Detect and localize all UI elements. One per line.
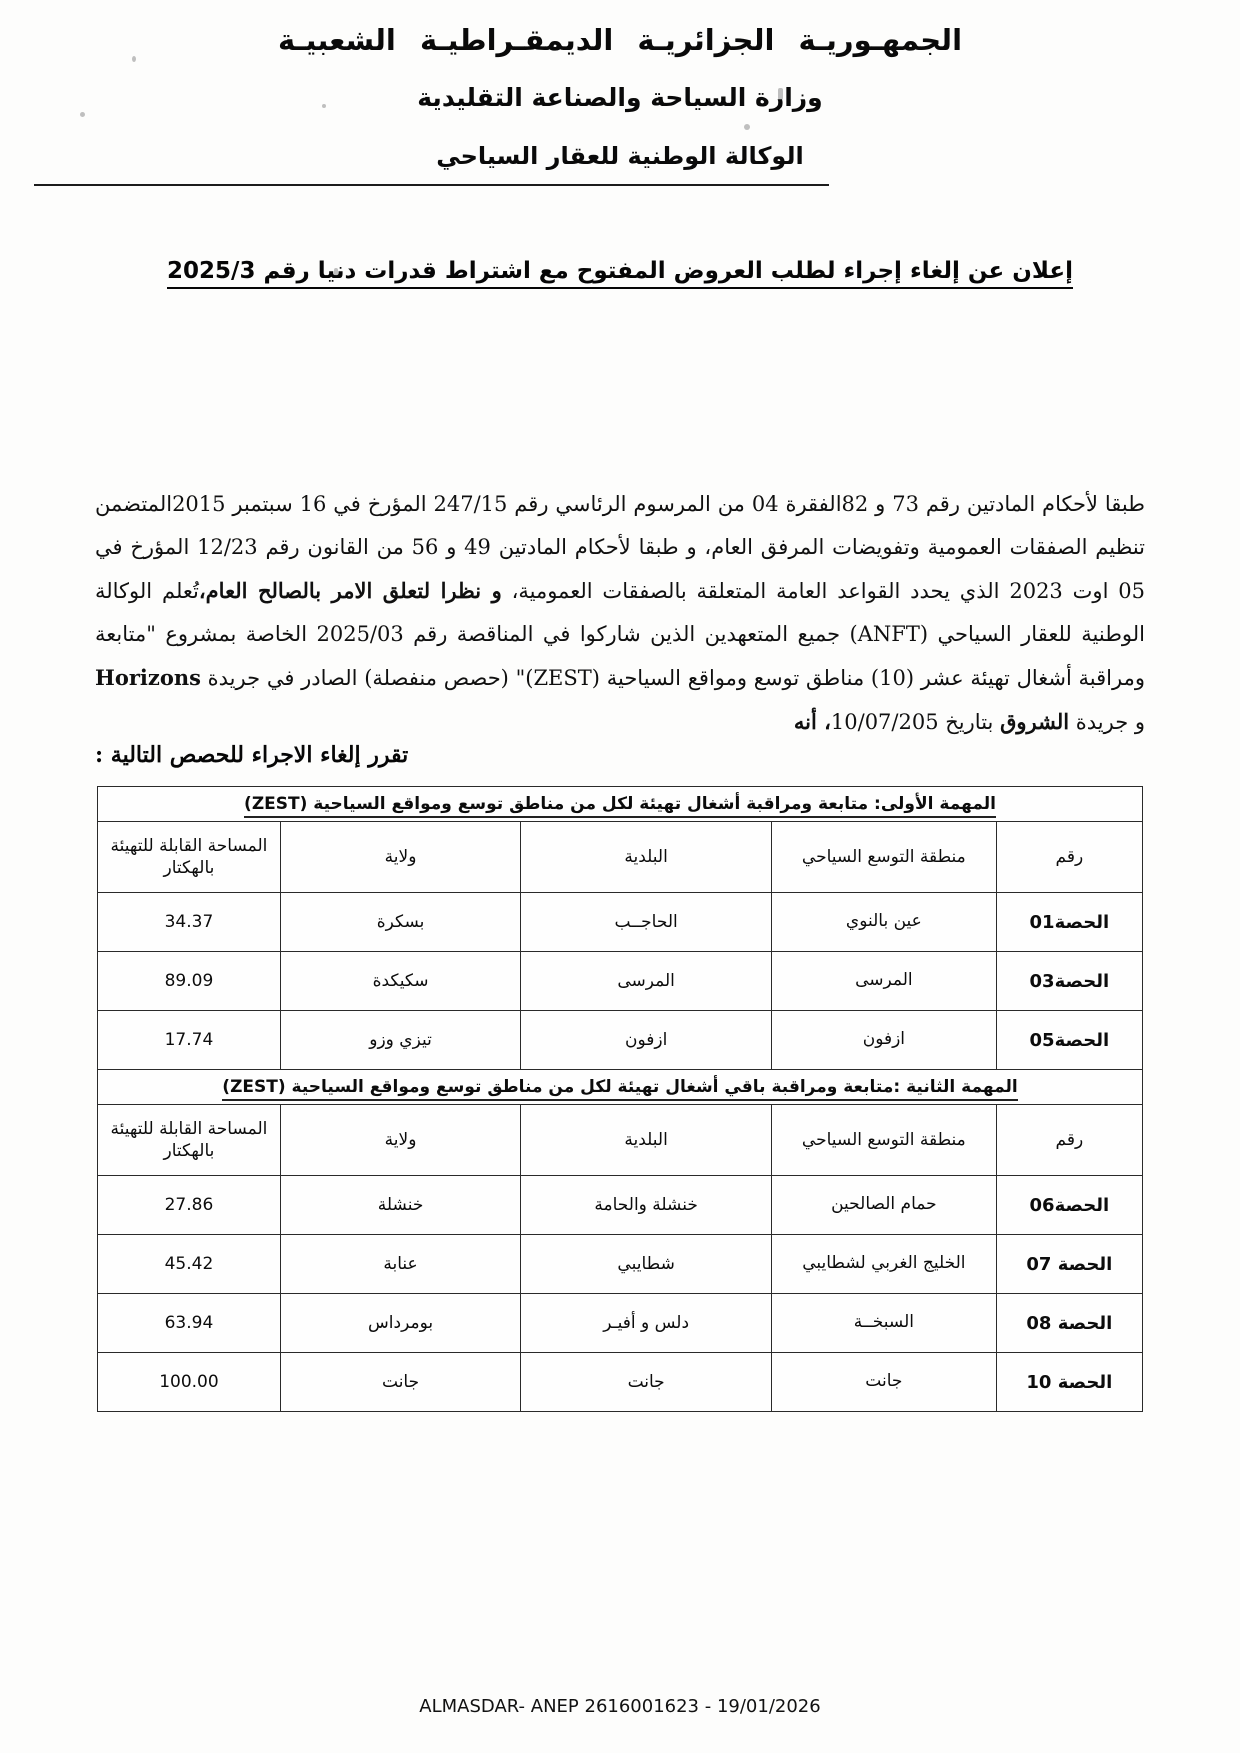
- cell-commune: جانت: [521, 1353, 772, 1412]
- cell-area-hectares: 34.37: [98, 893, 281, 952]
- cell-wilaya: خنشلة: [280, 1176, 520, 1235]
- cell-wilaya: سكيكدة: [280, 952, 520, 1011]
- column-header-row: [98, 1105, 1143, 1176]
- table-row: [98, 893, 1143, 952]
- column-header-row: [98, 822, 1143, 893]
- cell-lot-number: الحصة06: [996, 1176, 1142, 1235]
- cell-area-hectares: 89.09: [98, 952, 281, 1011]
- cell-commune: خنشلة والحامة: [521, 1176, 772, 1235]
- column-header-4: المساحة القابلة للتهيئة بالهكتار: [98, 1105, 281, 1176]
- mission-title-text: المهمة الأولى: متابعة ومراقبة أشغال تهيئة لكل من مناطق توسع ومواقع السياحية (ZEST): [244, 794, 996, 818]
- ministry-line: وزارة السياحة والصناعة التقليدية: [417, 82, 823, 112]
- column-header-3: ولاية: [280, 822, 520, 893]
- cell-wilaya: تيزي وزو: [280, 1011, 520, 1070]
- republic-line: الجمهـوريـة الجزائريـة الديمقـراطيـة الشعبيـة: [277, 23, 963, 57]
- cell-tourist-zone: عين بالنوي: [772, 893, 997, 952]
- table-row: [98, 1353, 1143, 1412]
- cell-tourist-zone: المرسى: [772, 952, 997, 1011]
- cell-commune: شطايبي: [521, 1235, 772, 1294]
- mission-title-1: [98, 787, 1143, 822]
- column-header-2: البلدية: [521, 822, 772, 893]
- cell-wilaya: بومرداس: [280, 1294, 520, 1353]
- mission-title-2: [98, 1070, 1143, 1105]
- cell-lot-number: الحصة05: [996, 1011, 1142, 1070]
- cell-area-hectares: 27.86: [98, 1176, 281, 1235]
- cell-tourist-zone: الخليج الغربي لشطايبي: [772, 1235, 997, 1294]
- cell-commune: ازفون: [521, 1011, 772, 1070]
- cell-area-hectares: 100.00: [98, 1353, 281, 1412]
- column-header-1: منطقة التوسع السياحي: [772, 822, 997, 893]
- table-row: [98, 1235, 1143, 1294]
- table-row: [98, 1176, 1143, 1235]
- footer-reference: ALMASDAR- ANEP 2616001623 - 19/01/2026: [419, 1696, 821, 1717]
- decision-lead-line: تقرر إلغاء الاجراء للحصص التالية :: [95, 742, 409, 768]
- lots-table-wrapper: [97, 786, 1143, 1412]
- cell-wilaya: عنابة: [280, 1235, 520, 1294]
- column-header-0: رقم: [996, 1105, 1142, 1176]
- mission-header-row: [98, 1070, 1143, 1105]
- mission-title-text: المهمة الثانية :متابعة ومراقبة باقي أشغال تهيئة لكل من مناطق توسع ومواقع السياحية (ZEST): [222, 1077, 1017, 1101]
- cell-lot-number: الحصة 07: [996, 1235, 1142, 1294]
- lots-table-body: [98, 787, 1143, 1412]
- cell-tourist-zone: ازفون: [772, 1011, 997, 1070]
- column-header-1: منطقة التوسع السياحي: [772, 1105, 997, 1176]
- table-row: [98, 1294, 1143, 1353]
- lots-table: [97, 786, 1143, 1412]
- cell-commune: الحاجــب: [521, 893, 772, 952]
- cell-wilaya: بسكرة: [280, 893, 520, 952]
- column-header-0: رقم: [996, 822, 1142, 893]
- cell-lot-number: الحصة 08: [996, 1294, 1142, 1353]
- letterhead: [0, 18, 1240, 175]
- cell-area-hectares: 17.74: [98, 1011, 281, 1070]
- agency-line: الوكالة الوطنية للعقار السياحي: [436, 141, 804, 170]
- cell-wilaya: جانت: [280, 1353, 520, 1412]
- column-header-3: ولاية: [280, 1105, 520, 1176]
- cell-lot-number: الحصة01: [996, 893, 1142, 952]
- body-paragraph: طبقا لأحكام المادتين رقم 73 و 82الفقرة 04 من المرسوم الرئاسي رقم 247/15 المؤرخ في 16 سبتمبر 2015المتضمن تنظيم الصفقات العمومية وتفويضات المرفق العام، و طبقا لأحكام المادتين 49 و 56 من القانون رقم 12/23 المؤرخ في 05 اوت 2023 الذي يحدد القواعد العامة المتعلقة بالصفقات العمومية، و نظرا لتعلق الامر بالصالح العام،تُعلم الوكالة الوطنية للعقار السياحي (ANFT) جميع المتعهدين الذين شاركوا في المناقصة رقم 2025/03 الخاصة بمشروع "متابعة ومراقبة أشغال تهيئة عشر (10) مناطق توسع ومواقع السياحية (ZEST)" (حصص منفصلة) الصادر في جريدة Horizons و جريدة الشروق بتاريخ 10/07/205، أنه: [95, 492, 1145, 735]
- table-row: [98, 952, 1143, 1011]
- cell-lot-number: الحصة03: [996, 952, 1142, 1011]
- header-divider: [34, 184, 829, 186]
- cell-tourist-zone: السبخــة: [772, 1294, 997, 1353]
- mission-header-row: [98, 787, 1143, 822]
- column-header-2: البلدية: [521, 1105, 772, 1176]
- cell-commune: دلس و أفيـر: [521, 1294, 772, 1353]
- cell-area-hectares: 63.94: [98, 1294, 281, 1353]
- cell-tourist-zone: حمام الصالحين: [772, 1176, 997, 1235]
- column-header-4: المساحة القابلة للتهيئة بالهكتار: [98, 822, 281, 893]
- cell-area-hectares: 45.42: [98, 1235, 281, 1294]
- cell-tourist-zone: جانت: [772, 1353, 997, 1412]
- page-title: [0, 258, 1240, 284]
- table-row: [98, 1011, 1143, 1070]
- cell-lot-number: الحصة 10: [996, 1353, 1142, 1412]
- cell-commune: المرسى: [521, 952, 772, 1011]
- page-title-text: إعلان عن إلغاء إجراء لطلب العروض المفتوح مع اشتراط قدرات دنيا رقم 2025/3: [167, 258, 1073, 289]
